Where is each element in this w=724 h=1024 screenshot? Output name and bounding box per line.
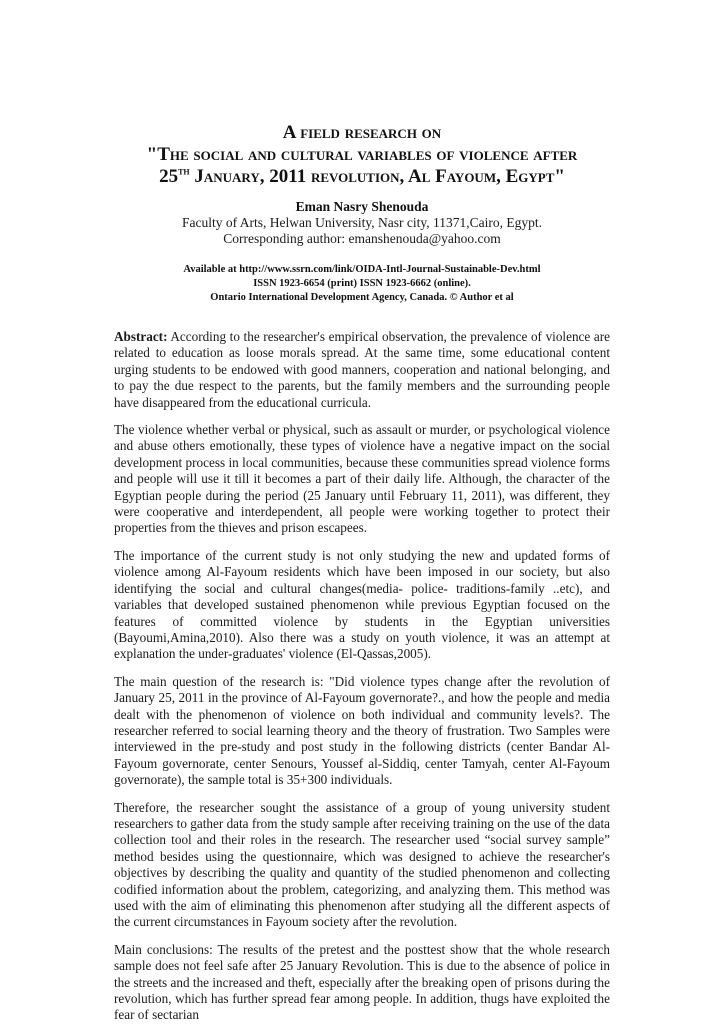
paper-title-line1: A field research on [282,122,442,143]
author-name: Eman Nasry Shenouda [295,199,429,214]
abstract-paragraph-1 [114,329,610,411]
title-date-number: 25 [159,166,179,187]
abstract-label: Abstract: [114,329,168,344]
author-block [0,198,724,247]
abstract-paragraph-1-text: According to the researcher's empirical observation, the prevalence of violence are related to education as loose morals spread. At the same time, some educational content urging students to be endowed with good manners, cooperation and national belonging, and to pay the due respect to the parents, but the family members and the surrounding people have disappeared from the educational curricula. [114,329,610,410]
abstract-paragraph-6: Main conclusions: The results of the pretest and the posttest show that the whole research sample does not feel safe after 25 January Revolution. This is due to the absence of police in the streets and the increased and theft, especially after the breaking open of prisons during the revolution, which has further spread fear among people. In addition, thugs have exploited the fear of sectarian [114,941,610,1023]
abstract-paragraph-4: The main question of the research is: "Did violence types change after the revolution of January 25, 2011 in the province of Al-Fayoum governorate?., and how the people and media dealt with the phenomenon of violence on both individual and community levels?. The researcher referred to social learning theory and the theory of frustration. Two Samples were interviewed in the pre-study and post study in the following districts (center Bandar Al-Fayoum governorate, center Senours, Youssef al-Siddiq, center Tamyah, center Al-Fayoum governorate), the sample total is 35+300 individuals. [114,673,610,788]
abstract-body [114,329,610,1024]
availability-url-line: Available at http://www.ssrn.com/link/OIDA-Intl-Journal-Sustainable-Dev.html [183,264,541,275]
paper-title-line2: "The social and cultural variables of violence after [146,144,578,165]
abstract-paragraph-2: The violence whether verbal or physical, such as assault or murder, or psychological violence and abuse others emotionally, these types of violence have a negative impact on the social development process in local communities, because these communities spread violence forms and people will use it till it becomes a part of their daily life. Although, the character of the Egyptian people during the period (25 January until February 11, 2011), was different, they were cooperative and interdependent, all people were working together to protect their properties from the thieves and prison escapees. [114,422,610,536]
corresponding-author: Corresponding author: emanshenouda@yahoo.com [223,231,501,246]
author-affiliation: Faculty of Arts, Helwan University, Nasr city, 11371,Cairo, Egypt. [182,215,542,230]
publication-info [0,263,724,305]
abstract-paragraph-5: Therefore, the researcher sought the assistance of a group of young university student researchers to gather data from the study sample after receiving training on the use of the data collection tool and their roles in the research. The researcher used “social survey sample” method besides using the questionnaire, which was designed to achieve the researcher's objectives by describing the quality and quantity of the studied phenomenon and collecting codified information about the problem, categorizing, and analyzing them. This method was used with the aim of eliminating this phenomenon after studying all the different aspects of the current circumstances in Fayoum society after the revolution. [114,799,610,930]
publisher-line: Ontario International Development Agency, Canada. © Author et al [210,292,514,303]
paper-title [0,0,724,188]
paper-title-line3 [0,166,724,188]
abstract-paragraph-3: The importance of the current study is not only studying the new and updated forms of violence among Al-Fayoum residents which have been imposed in our society, but also identifying the social and cultural changes(media- police- traditions-family ..etc), and variables that developed sustained phenomenon while previous Egyptian focused on the features of committed violence by students in the Egyptian universities (Bayoumi,Amina,2010). Also there was a study on youth violence, it was an attempt at explanation the under-graduates' violence (El-Qassas,2005). [114,547,610,662]
issn-line: ISSN 1923-6654 (print) ISSN 1923-6662 (online). [253,278,471,289]
title-line3-rest: January, 2011 revolution, Al Fayoum, Egypt" [189,166,565,187]
title-date-ordinal: th [178,165,190,178]
